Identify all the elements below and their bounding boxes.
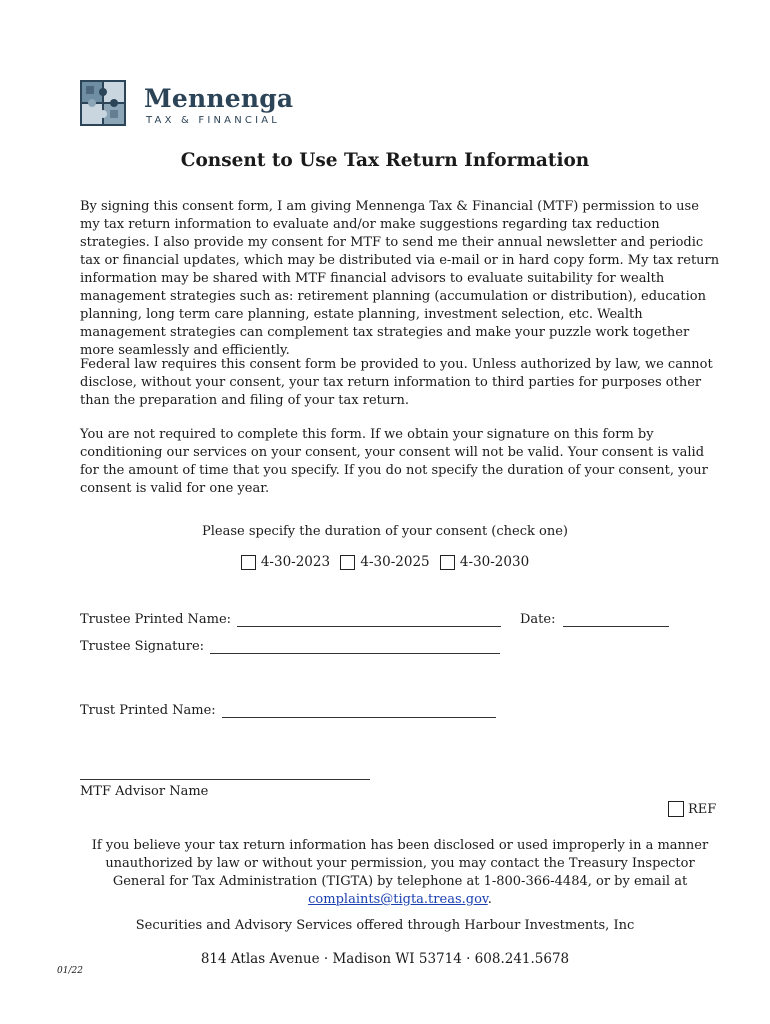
trustee-signature-field: [80, 639, 500, 654]
consent-paragraph: By signing this consent form, I am giving Mennenga Tax & Financial (MTF) permission to use my tax return information to evaluate and/or make suggestions regarding tax reduction strategies. I also provide my consent for MTF to send me their annual newsletter and periodic tax or financial updates, which may be distributed via e-mail or in hard copy form. My tax return information may be shared with MTF financial advisors to evaluate suitability for wealth management strategies such as: retirement planning (accumulation or distribution), education planning, long term care planning, estate planning, investment selection, etc. Wealth management strategies can complement tax strategies and make your puzzle work together more seamlessly and efficiently.: [80, 199, 720, 358]
page-title: Consent to Use Tax Return Information: [180, 150, 590, 171]
date-label: Date:: [520, 612, 556, 627]
form-version-code: 01/22: [57, 966, 83, 976]
trust-printed-name-field: [80, 703, 496, 718]
tigta-notice: [80, 837, 720, 909]
duration-option-label: 4-30-2030: [459, 554, 530, 570]
company-address: 814 Atlas Avenue · Madison WI 53714 · 608.241.5678: [200, 951, 570, 967]
duration-option-2025[interactable]: [340, 554, 429, 570]
ref-checkbox-group[interactable]: [668, 801, 716, 817]
tigta-period: .: [487, 892, 492, 907]
checkbox-2023[interactable]: [241, 555, 256, 570]
duration-prompt: Please specify the duration of your consent (check one): [202, 524, 568, 539]
advisor-name-input[interactable]: [80, 779, 370, 780]
checkbox-2025[interactable]: [340, 555, 355, 570]
brand-name: Mennenga: [144, 84, 294, 113]
ref-label: REF: [688, 801, 717, 817]
duration-option-label: 4-30-2023: [260, 554, 331, 570]
brand-tagline: TAX & FINANCIAL: [146, 115, 281, 126]
duration-option-label: 4-30-2025: [360, 554, 430, 570]
duration-option-2023[interactable]: [241, 554, 330, 570]
duration-option-2030[interactable]: [440, 554, 529, 570]
trustee-signature-input[interactable]: [210, 641, 500, 654]
trustee-printed-name-field: [80, 612, 501, 627]
date-input[interactable]: [563, 614, 669, 627]
puzzle-logo-icon: [80, 80, 126, 126]
duration-options: [0, 554, 770, 574]
securities-disclosure: Securities and Advisory Services offered through Harbour Investments, Inc: [135, 918, 635, 933]
trust-printed-name-input[interactable]: [222, 705, 496, 718]
trustee-printed-name-label: Trustee Printed Name:: [80, 612, 232, 627]
trustee-printed-name-input[interactable]: [237, 614, 501, 627]
trustee-signature-label: Trustee Signature:: [80, 639, 205, 654]
not-required-paragraph: You are not required to complete this form. If we obtain your signature on this form by conditioning our services on your consent, your consent will not be valid. Your consent is valid for the amount of time that you specify. If you do not specify the duration of your consent, your consent is valid for one year.: [80, 427, 708, 496]
checkbox-2030[interactable]: [440, 555, 455, 570]
trust-printed-name-label: Trust Printed Name:: [80, 703, 216, 718]
federal-law-paragraph: Federal law requires this consent form be provided to you. Unless authorized by law, we cannot disclose, without your consent, your tax return information to third parties for purposes other than the preparation and filing of your tax return.: [80, 357, 713, 408]
tigta-email-link[interactable]: complaints@tigta.treas.gov: [308, 892, 488, 907]
advisor-name-label: MTF Advisor Name: [80, 784, 209, 799]
tigta-text: If you believe your tax return information has been disclosed or used improperly in a manner unauthorized by law or without your permission, you may contact the Treasury Inspector General for Tax Administration (TIGTA) by telephone at 1-800-366-4484, or by email at: [91, 838, 709, 889]
ref-checkbox[interactable]: [668, 801, 684, 817]
date-field: [520, 612, 669, 627]
